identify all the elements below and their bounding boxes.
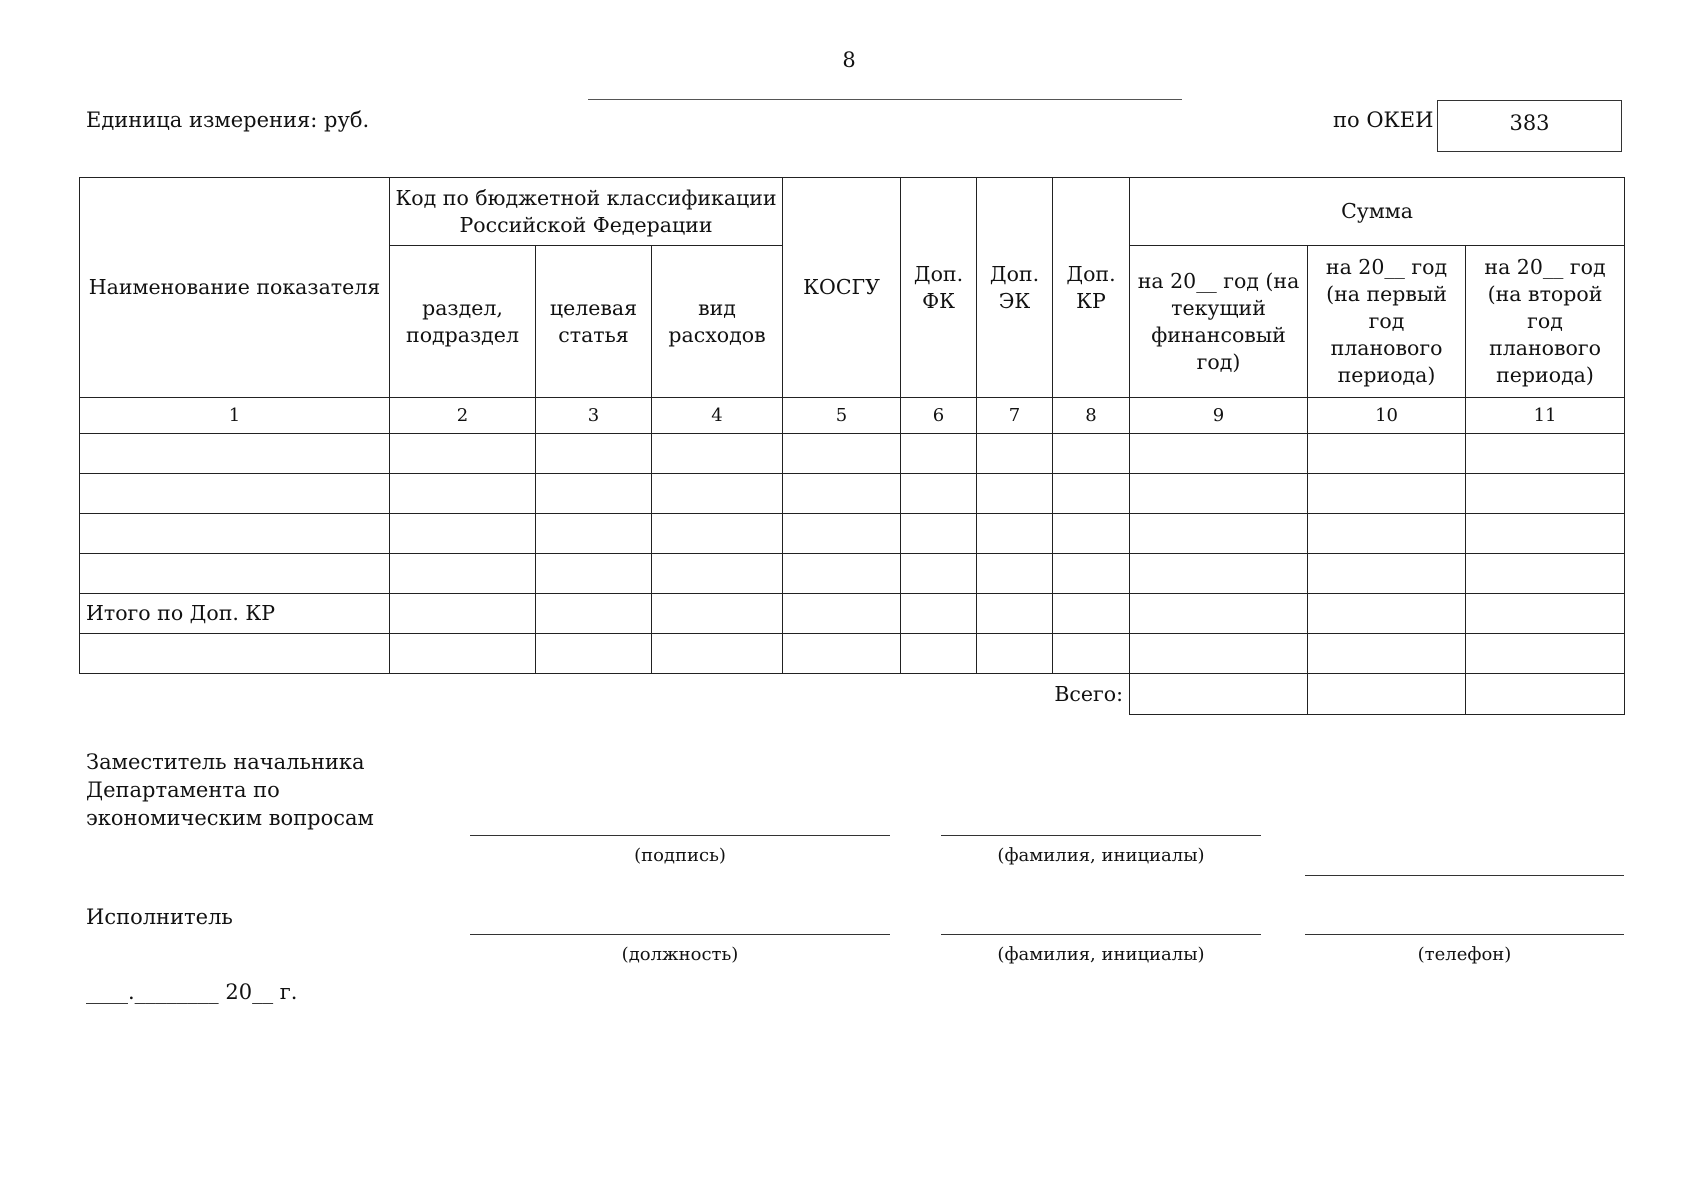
header-sum: Сумма [1130, 178, 1625, 246]
header-rule [588, 99, 1182, 100]
okei-code-box: 383 [1437, 100, 1622, 152]
column-number: 11 [1466, 398, 1625, 434]
page-number: 8 [842, 48, 856, 72]
phone-line [1305, 934, 1624, 935]
total-row [80, 674, 1625, 715]
header-expense-type: вид расходов [652, 246, 783, 398]
header-kosgu: КОСГУ [783, 178, 901, 398]
table-row [80, 554, 1625, 594]
column-number: 7 [977, 398, 1053, 434]
column-number: 9 [1130, 398, 1308, 434]
name-line [941, 835, 1261, 836]
header-year-first: на 20__ год (на первый год планового периода) [1308, 246, 1466, 398]
deputy-title: Заместитель начальника Департамента по экономическим вопросам [86, 750, 374, 830]
budget-table [79, 177, 1625, 715]
position-line [470, 934, 890, 935]
table-row [80, 514, 1625, 554]
column-number: 2 [390, 398, 536, 434]
header-section: раздел, подраздел [390, 246, 536, 398]
column-number: 6 [901, 398, 977, 434]
header-name: Наименование показателя [80, 178, 390, 398]
executor-name-line [941, 934, 1261, 935]
executor-name-caption: (фамилия, инициалы) [997, 944, 1205, 965]
header-dop-fk: Доп. ФК [901, 178, 977, 398]
subtotal-row [80, 594, 1625, 634]
executor-label: Исполнитель [86, 905, 233, 929]
subtotal-label: Итого по Доп. КР [80, 594, 390, 634]
column-number: 3 [536, 398, 652, 434]
header-target: целевая статья [536, 246, 652, 398]
header-year-current: на 20__ год (на текущий финансовый год) [1130, 246, 1308, 398]
unit-label: Единица измерения: руб. [86, 108, 370, 132]
header-budget-classification: Код по бюджетной классификации Российской Федерации [390, 178, 783, 246]
column-number: 4 [652, 398, 783, 434]
table-row [80, 634, 1625, 674]
table-row [80, 434, 1625, 474]
column-number: 8 [1053, 398, 1130, 434]
column-number: 1 [80, 398, 390, 434]
extra-line [1305, 875, 1624, 876]
header-year-second: на 20__ год (на второй год планового периода) [1466, 246, 1625, 398]
date-line: ____.________ 20__ г. [86, 980, 298, 1004]
position-caption: (должность) [621, 944, 739, 965]
signature-line [470, 835, 890, 836]
phone-caption: (телефон) [1417, 944, 1512, 965]
header-dop-ek: Доп. ЭК [977, 178, 1053, 398]
signature-caption: (подпись) [634, 845, 726, 866]
table-row [80, 474, 1625, 514]
total-label: Всего: [1054, 681, 1124, 706]
okei-label: по ОКЕИ [1333, 108, 1434, 132]
column-number: 10 [1308, 398, 1466, 434]
column-numbers-row [80, 398, 1625, 434]
header-dop-kr: Доп. КР [1053, 178, 1130, 398]
column-number: 5 [783, 398, 901, 434]
name-caption: (фамилия, инициалы) [997, 845, 1205, 866]
